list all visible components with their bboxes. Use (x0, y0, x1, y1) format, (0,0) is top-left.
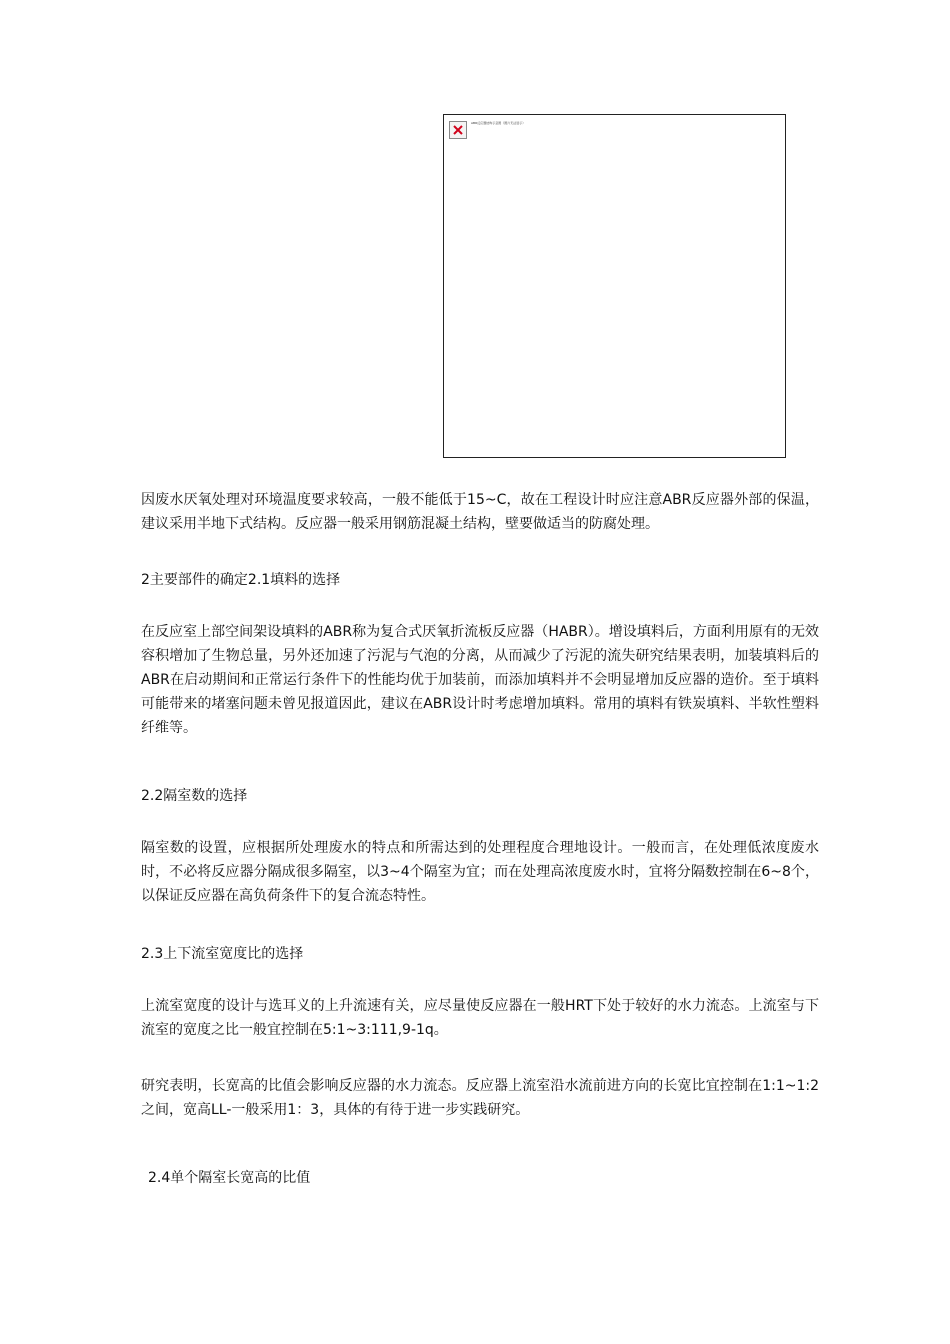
heading-2-3: 2.3上下流室宽度比的选择 (141, 946, 304, 962)
heading-2-2: 2.2隔室数的选择 (141, 788, 248, 804)
paragraph-width-ratio: 上流室宽度的设计与选耳义的上升流速有关，应尽量使反应器在一般HRT下处于较好的水力流态。上流室与下流室的宽度之比一般宜控制在5:1~3:111,9-1q。 (141, 998, 819, 1038)
heading-2-4: 2.4单个隔室长宽高的比值 (148, 1170, 311, 1186)
paragraph-research: 研究表明，长宽高的比值会影响反应器的水力流态。反应器上流室沿水流前进方向的长宽比宜控制在1:1~1:2之间，宽高LL-一般采用1：3，具体的有待于进一步实践研究。 (141, 1078, 819, 1118)
heading-2-1: 2主要部件的确定2.1填料的选择 (141, 572, 341, 588)
paragraph-compartments: 隔室数的设置，应根据所处理废水的特点和所需达到的处理程度合理地设计。一般而言，在处理低浓度废水时，不必将反应器分隔成很多隔室，以3~4个隔室为宜；而在处理高浓度废水时，宜将分隔数控制在6~8个，以保证反应器在高负荷条件下的复合流态特性。 (141, 840, 819, 904)
broken-image-icon (449, 121, 467, 139)
figure-placeholder (443, 114, 786, 458)
paragraph-insulation: 因废水厌氧处理对环境温度要求较高，一般不能低于15~C，故在工程设计时应注意ABR反应器外部的保温，建议采用半地下式结构。反应器一般采用钢筋混凝土结构，壁要做适当的防腐处理。 (141, 492, 819, 532)
paragraph-filler: 在反应室上部空间架设填料的ABR称为复合式厌氧折流板反应器（HABR）。增设填料后，方面利用原有的无效容积增加了生物总量，另外还加速了污泥与气泡的分离，从而减少了污泥的流失研究结果表明，加装填料后的ABR在启动期间和正常运行条件下的性能均优于加装前，而添加填料并不会明显增加反应器的造价。至于填料可能带来的堵塞问题未曾见报道因此，建议在ABR设计时考虑增加填料。常用的填料有铁炭填料、半软性塑料纤维等。 (141, 624, 819, 736)
figure-alt-text: ABR反应器结构示意图（图片无法显示） (471, 121, 526, 125)
